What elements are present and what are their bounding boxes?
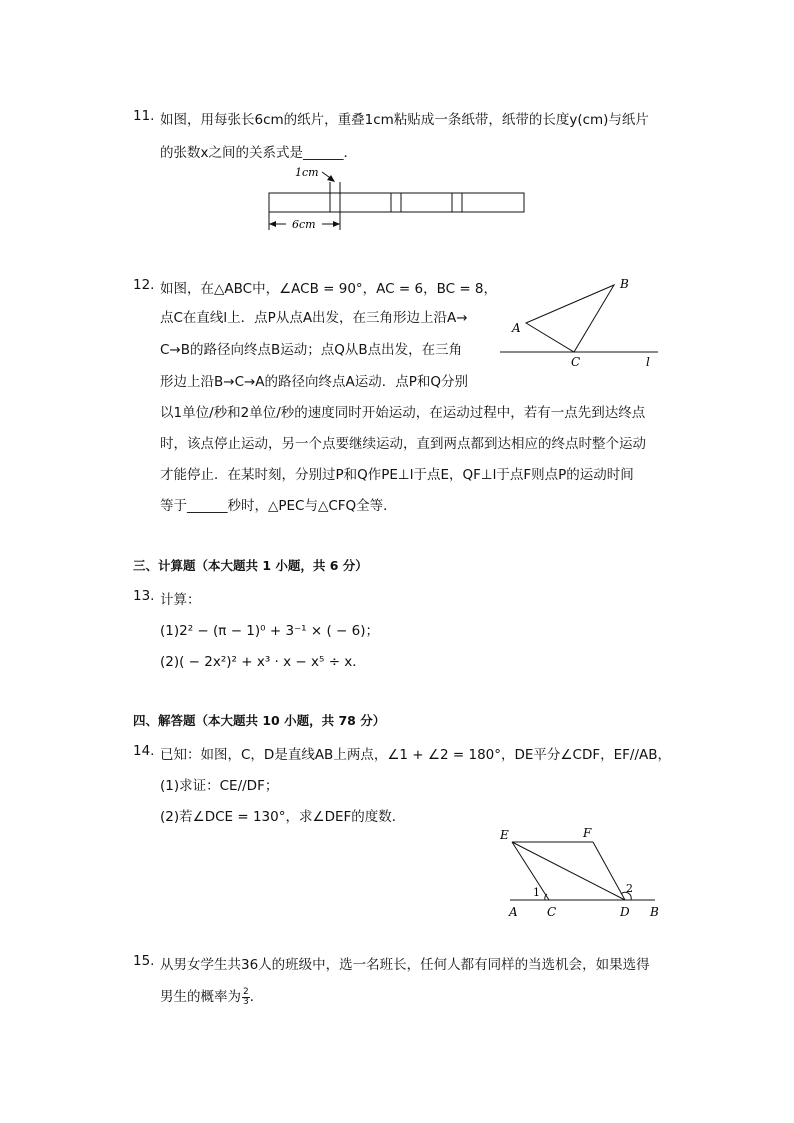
q14-label-C: C: [547, 905, 557, 919]
q14-stem: 已知：如图，C，D是直线AB上两点，∠1 + ∠2 = 180°，DE平分∠CDF，EF//AB，: [160, 747, 672, 763]
q12-line: 时，该点停止运动，另一个点要继续运动，直到两点都到达相应的终点时整个运动: [160, 436, 646, 452]
q12-label-A: A: [512, 321, 521, 335]
q11-text-line2: 的张数x之间的关系式是______．: [160, 145, 357, 161]
q14-part1: (1)求证：CE//DF；: [160, 778, 279, 794]
q14-label-E: E: [500, 828, 509, 842]
q14-angle-2: 2: [626, 882, 633, 895]
q15-number: 15.: [133, 953, 155, 969]
q13-stem: 计算：: [160, 592, 201, 608]
q11-text-line1: 如图，用每张长6cm的纸片，重叠1cm粘贴成一条纸带，纸带的长度y(cm)与纸片: [160, 112, 649, 128]
section-3-heading: 三、计算题（本大题共 1 小题，共 6 分）: [133, 558, 368, 573]
q14-label-F: F: [583, 826, 592, 840]
q11-overlap-label: 1cm: [295, 166, 319, 179]
q14-part2: (2)若∠DCE = 130°，求∠DEF的度数．: [160, 809, 406, 825]
q12-label-B: B: [620, 277, 629, 291]
q12-line: 如图，在△ABC中，∠ACB = 90°，AC = 6，BC = 8，: [160, 281, 498, 297]
q12-line: C→B的路径向终点B运动；点Q从B点出发，在三角: [160, 342, 463, 358]
q12-line: 等于______秒时，△PEC与△CFQ全等．: [160, 498, 397, 514]
q12-number: 12.: [133, 277, 155, 293]
q12-line: 以1单位/秒和2单位/秒的速度同时开始运动，在运动过程中，若有一点先到达终点: [160, 405, 646, 421]
q14-number: 14.: [133, 743, 155, 759]
q15-line2-end: ．: [249, 989, 264, 1005]
q14-label-A: A: [509, 905, 518, 919]
q13-number: 13.: [133, 588, 155, 604]
q14-figure: [495, 822, 670, 922]
q15-frac-den: 3: [243, 996, 249, 1007]
q12-line: 形边上沿B→C→A的路径向终点A运动．点P和Q分别: [160, 374, 469, 390]
q11-figure: [262, 160, 532, 235]
q12-label-l: l: [646, 355, 650, 369]
q15-line1: 从男女学生共36人的班级中，选一名班长，任何人都有同样的当选机会，如果选得: [160, 957, 650, 973]
q11-number: 11.: [133, 108, 155, 124]
q12-line: 点C在直线l上．点P从点A出发，在三角形边上沿A→: [160, 310, 468, 326]
q13-part2: (2)( − 2x²)² + x³ · x − x⁵ ÷ x．: [160, 654, 366, 670]
section-4-heading: 四、解答题（本大题共 10 小题，共 78 分）: [133, 713, 386, 728]
q14-angle-1: 1: [533, 886, 540, 899]
q15-line2-text: 男生的概率为: [160, 989, 241, 1005]
q12-label-C: C: [571, 355, 581, 369]
q11-length-label: 6cm: [292, 218, 316, 231]
q15-frac-num: 2: [243, 986, 249, 997]
q12-line: 才能停止．在某时刻，分别过P和Q作PE⊥l于点E，QF⊥l于点F则点P的运动时间: [160, 467, 634, 483]
q15-fraction: [242, 988, 250, 1007]
q14-label-D: D: [620, 905, 630, 919]
q14-label-B: B: [650, 905, 659, 919]
q13-part1: (1)2² − (π − 1)⁰ + 3⁻¹ × ( − 6)；: [160, 623, 380, 639]
q12-figure: [498, 272, 668, 372]
q15-line2: [160, 985, 263, 1007]
